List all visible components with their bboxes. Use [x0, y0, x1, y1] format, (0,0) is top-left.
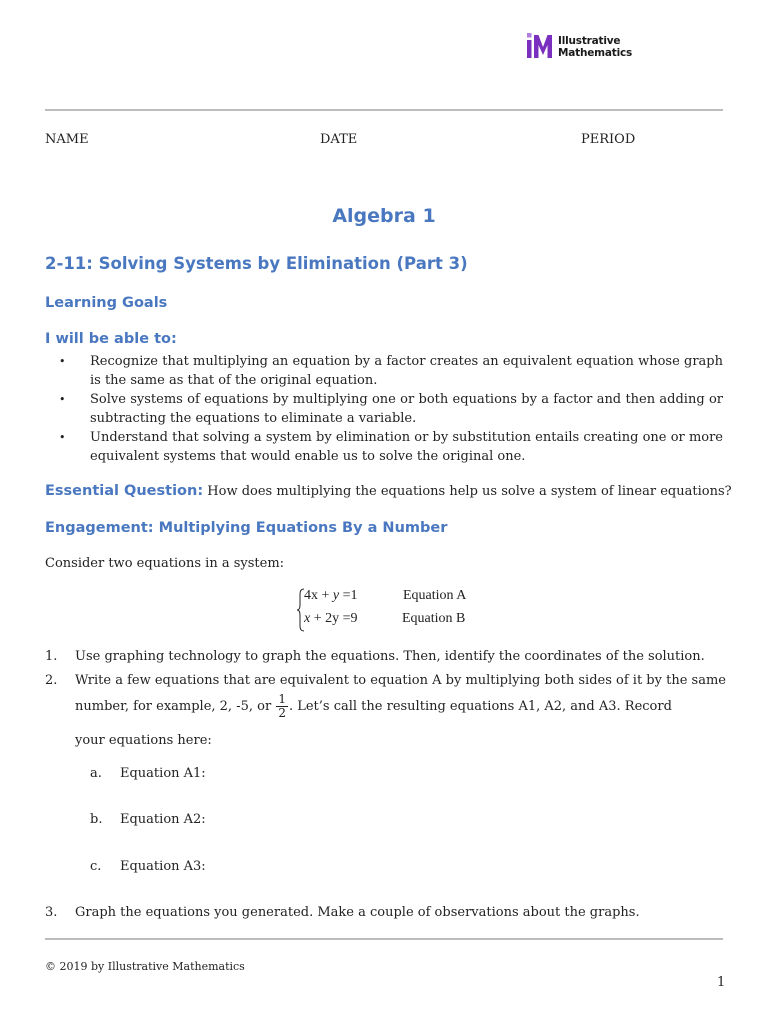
name-field-label: NAME: [45, 132, 89, 147]
lesson-title: 2-11: Solving Systems by Elimination (Part 3): [45, 254, 468, 273]
fraction-numerator: 1: [278, 692, 286, 706]
eq-b-rhs: =9: [342, 611, 358, 626]
question-number: 1.: [45, 649, 58, 664]
learning-goals-heading: Learning Goals: [45, 295, 168, 311]
question-text: Use graphing technology to graph the equations. Then, identify the coordinates of the solution.: [75, 649, 705, 664]
goal-text: Solve systems of equations by multiplying one or both equations by a factor and then adding or subtracting the equations to eliminate a variable.: [90, 392, 723, 426]
question-number: 3.: [45, 905, 58, 920]
goal-item: [45, 429, 723, 466]
learning-goals-list: [45, 353, 723, 467]
eq-a-plus: +: [321, 588, 330, 603]
essential-question-text: How does multiplying the equations help us solve a system of linear equations?: [207, 484, 732, 499]
item-label: Equation A3:: [120, 859, 206, 874]
eq-b-plus: +: [313, 611, 322, 626]
equation-b-label: Equation B: [402, 611, 466, 626]
item-label: Equation A2:: [120, 812, 206, 827]
question-2-line-2: [75, 693, 672, 720]
eq-a-rhs: =1: [342, 588, 358, 603]
item-label: Equation A1:: [120, 766, 206, 781]
goal-item: [45, 353, 723, 390]
question-text: Graph the equations you generated. Make a couple of observations about the graphs.: [75, 905, 640, 920]
logo-line-1: Illustrative: [558, 35, 621, 47]
question-text-after-fraction: . Let’s call the resulting equations A1, A2, and A3. Record: [288, 699, 672, 714]
course-title: Algebra 1: [332, 205, 436, 227]
eq-b-term-2: 2y: [325, 611, 340, 626]
page-number: 1: [717, 975, 726, 990]
goal-text: Understand that solving a system by elimination or by substitution entails creating one or more equivalent systems that would enable us to solve the original one.: [90, 430, 723, 464]
item-letter: c.: [90, 859, 102, 874]
engagement-heading: Engagement: Multiplying Equations By a Number: [45, 520, 448, 536]
equation-b-expression: [304, 611, 358, 627]
eq-a-term-1: 4x: [304, 588, 318, 603]
eq-b-term-1: x: [304, 611, 311, 626]
logo-wordmark: [558, 35, 632, 59]
item-letter: a.: [90, 766, 102, 781]
fraction-denominator: 2: [278, 706, 286, 720]
item-letter: b.: [90, 812, 103, 827]
equation-a-expression: [304, 588, 358, 604]
goal-text: Recognize that multiplying an equation by a factor creates an equivalent equation whose graph is the same as that of the original equation.: [90, 354, 723, 388]
header-divider: [45, 109, 723, 111]
essential-question-label: Essential Question:: [45, 483, 204, 499]
im-logo-mark-icon: [526, 33, 554, 59]
able-to-heading: I will be able to:: [45, 331, 177, 347]
bullet-icon: •: [59, 431, 66, 444]
essential-question: [45, 483, 732, 499]
question-2-line-3: your equations here:: [75, 733, 212, 748]
question-text-before-fraction: number, for example, 2, -5, or: [75, 699, 272, 714]
period-field-label: PERIOD: [581, 132, 636, 147]
copyright-notice: © 2019 by Illustrative Mathematics: [45, 960, 245, 973]
question-text-line-1: Write a few equations that are equivalent to equation A by multiplying both sides of it by the same: [75, 673, 726, 688]
one-half-fraction: [276, 693, 288, 720]
consider-text: Consider two equations in a system:: [45, 556, 285, 571]
question-number: 2.: [45, 673, 58, 688]
footer-divider: [45, 938, 723, 940]
equation-a-label: Equation A: [403, 588, 467, 603]
bullet-icon: •: [59, 355, 66, 368]
logo-line-2: Mathematics: [558, 47, 633, 59]
goal-item: [45, 391, 723, 428]
date-field-label: DATE: [320, 132, 358, 147]
eq-a-term-2: y: [332, 588, 340, 603]
equation-system: [296, 587, 496, 633]
bullet-icon: •: [59, 393, 66, 406]
